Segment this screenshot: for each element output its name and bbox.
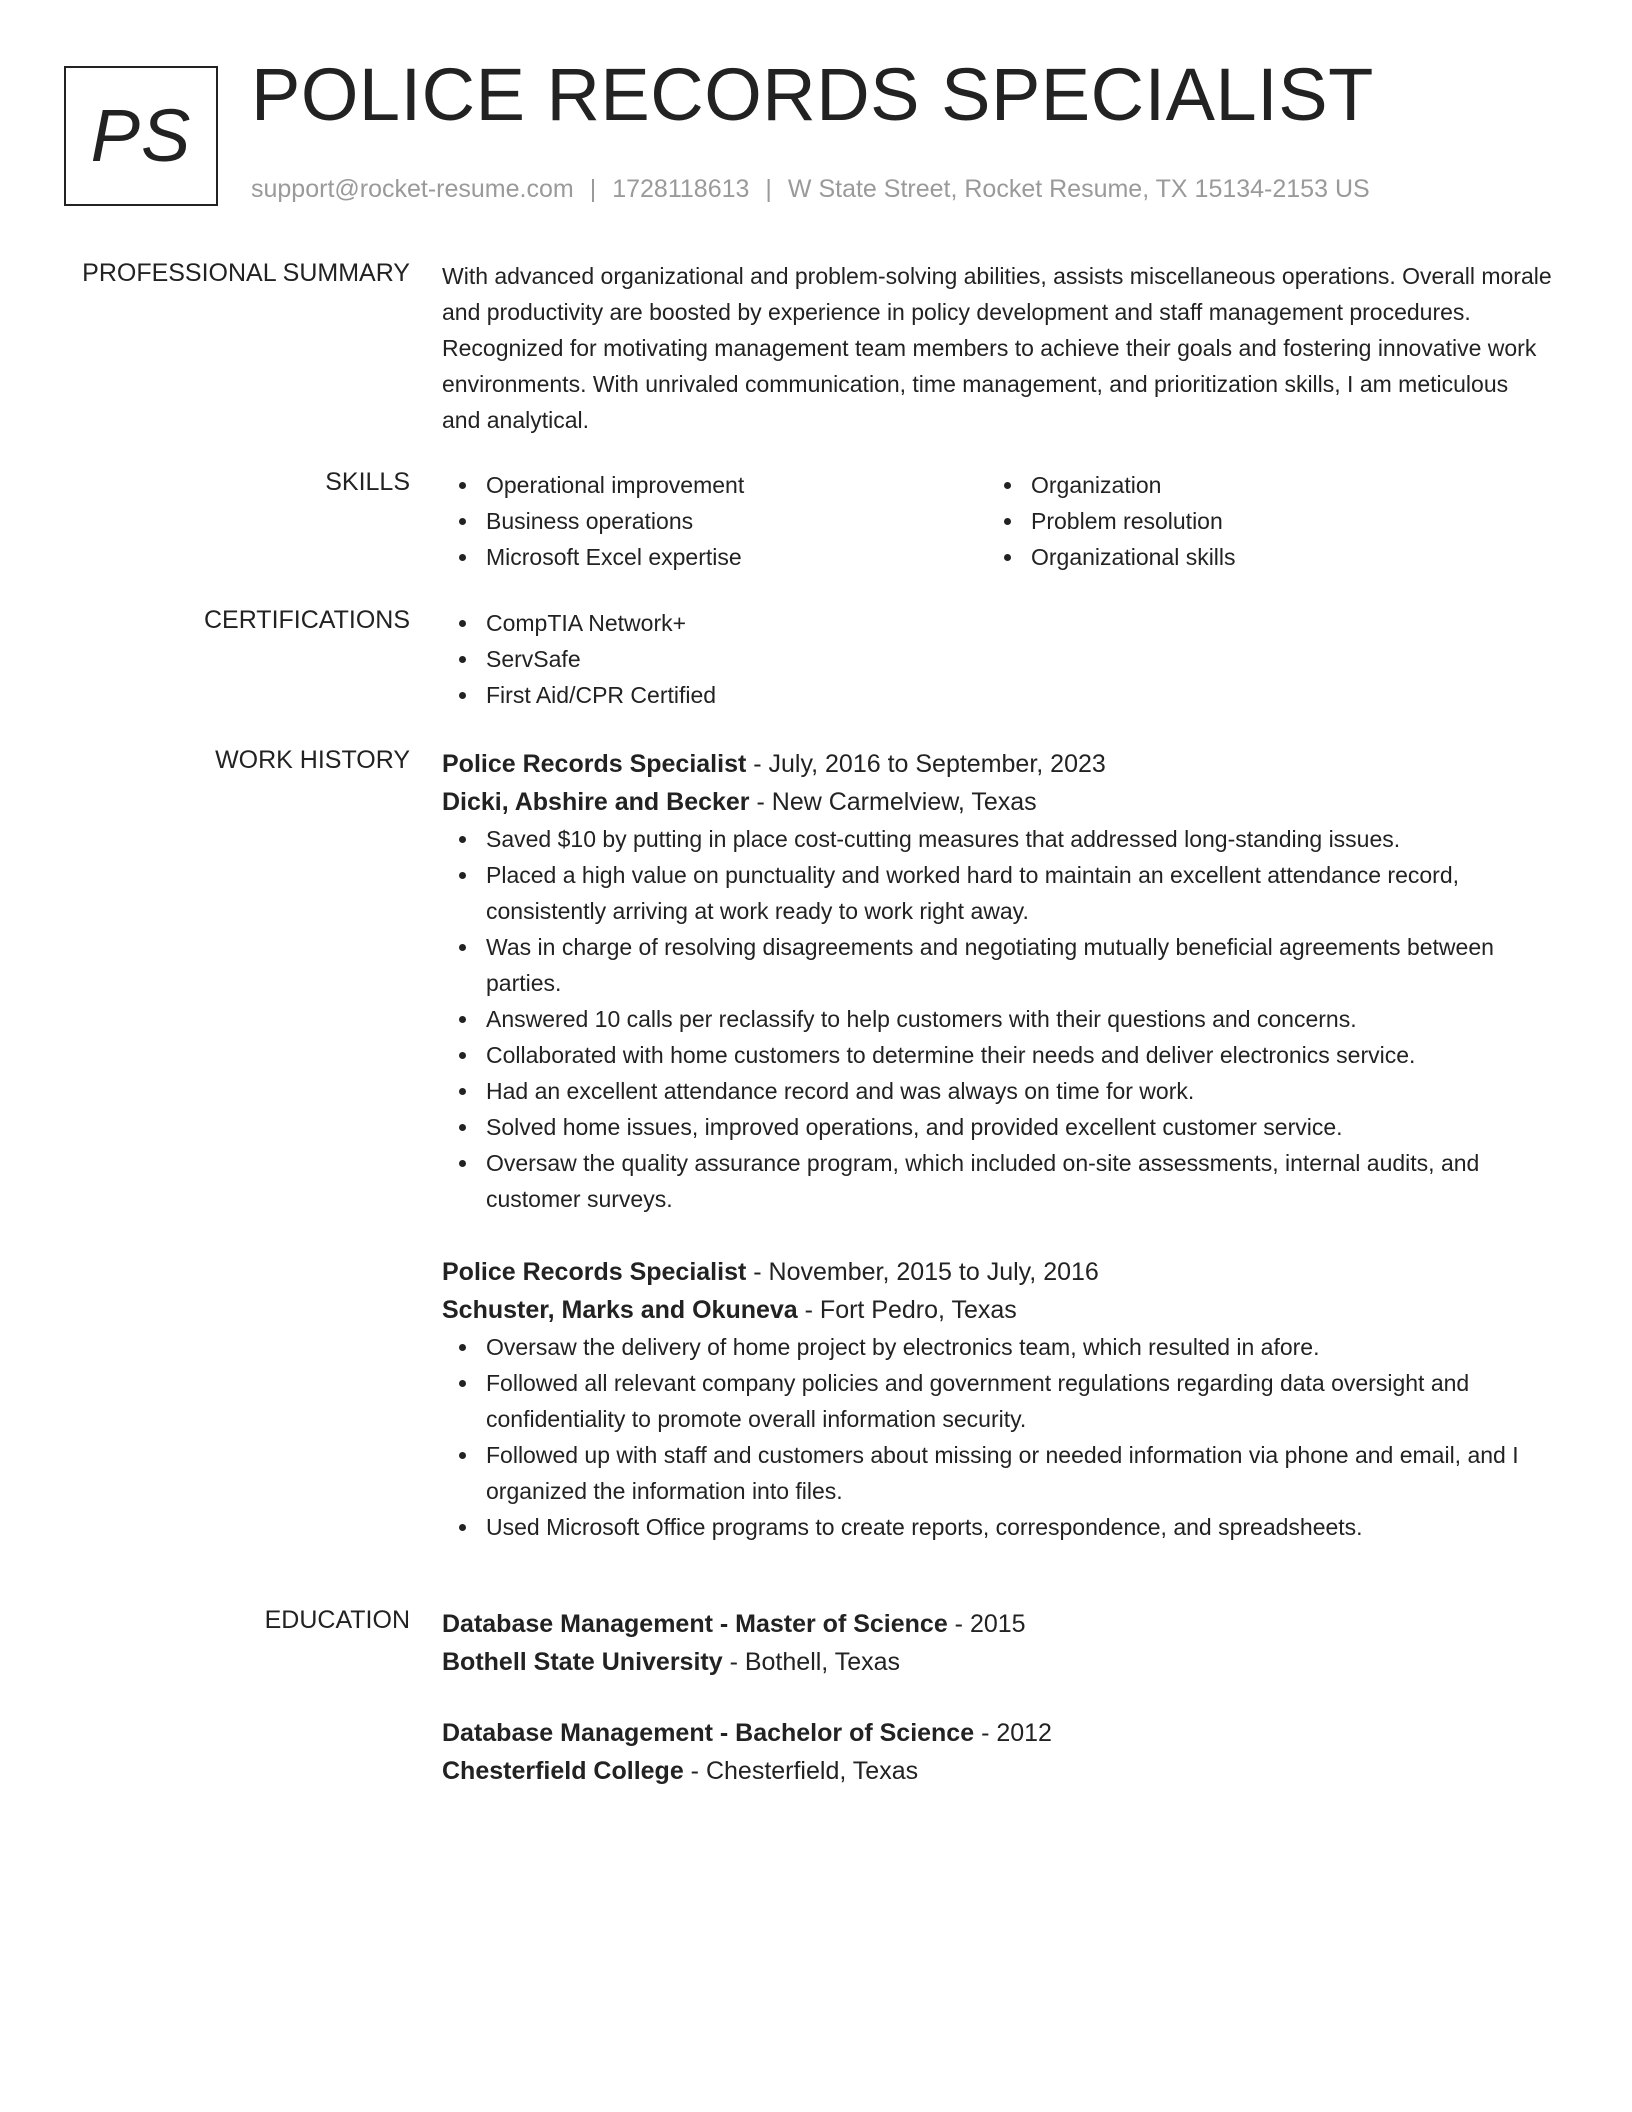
section-label-work-history: WORK HISTORY — [215, 746, 410, 774]
education-entry — [442, 1605, 1552, 1681]
education-school-line — [442, 1752, 1552, 1790]
education-body — [442, 1605, 1552, 1790]
job-duty-item: Saved $10 by putting in place cost-cutting measures that addressed long-standing issues. — [442, 821, 1552, 857]
contact-phone: 1728118613 — [612, 175, 750, 203]
education-degree: Database Management - Bachelor of Science — [442, 1719, 975, 1747]
job-company-line — [442, 1291, 1552, 1329]
skill-item: Organization — [987, 467, 1532, 503]
education-degree-line — [442, 1605, 1552, 1643]
job-location: - Fort Pedro, Texas — [797, 1296, 1017, 1324]
monogram-box — [64, 66, 218, 206]
job-company-line — [442, 783, 1552, 821]
education-degree-line — [442, 1714, 1552, 1752]
job-duties-list — [442, 1329, 1552, 1545]
job-duty-item: Solved home issues, improved operations, and provided excellent customer service. — [442, 1109, 1552, 1145]
job-duties-list — [442, 821, 1552, 1217]
skill-item: Organizational skills — [987, 539, 1532, 575]
job-company: Dicki, Abshire and Becker — [442, 788, 750, 816]
job-duty-item: Placed a high value on punctuality and worked hard to maintain an excellent attendance record, consistently arriving at work ready to work right away. — [442, 857, 1552, 929]
job-duty-item: Had an excellent attendance record and was always on time for work. — [442, 1073, 1552, 1109]
certification-item: CompTIA Network+ — [442, 605, 1552, 641]
certification-item: ServSafe — [442, 641, 1552, 677]
education-degree: Database Management - Master of Science — [442, 1610, 948, 1638]
certifications-body — [442, 605, 1552, 713]
job-dates: - November, 2015 to July, 2016 — [746, 1258, 1099, 1286]
job-title-line — [442, 745, 1552, 783]
job-duty-item: Oversaw the quality assurance program, which included on-site assessments, internal audits, and customer surveys. — [442, 1145, 1552, 1217]
education-school: Bothell State University — [442, 1648, 723, 1676]
job-duty-item: Answered 10 calls per reclassify to help customers with their questions and concerns. — [442, 1001, 1552, 1037]
job-title-line — [442, 1253, 1552, 1291]
job-location: - New Carmelview, Texas — [749, 788, 1037, 816]
section-label-education: EDUCATION — [264, 1606, 410, 1634]
job-duty-item: Used Microsoft Office programs to create reports, correspondence, and spreadsheets. — [442, 1509, 1552, 1545]
skills-list-right — [987, 467, 1532, 575]
job-company: Schuster, Marks and Okuneva — [442, 1296, 798, 1324]
education-location: - Chesterfield, Texas — [683, 1757, 919, 1785]
skills-grid — [442, 467, 1552, 575]
skill-item: Problem resolution — [987, 503, 1532, 539]
resume-title: POLICE RECORDS SPECIALIST — [251, 53, 1374, 136]
contact-separator: | — [765, 175, 772, 203]
job-dates: - July, 2016 to September, 2023 — [746, 750, 1106, 778]
education-entry — [442, 1714, 1552, 1790]
summary-text: With advanced organizational and problem-solving abilities, assists miscellaneous operations. Overall morale and productivity are boosted by experience in policy development and staff management procedures. Recognized for motivating management team members to achieve their goals and fostering innovative work environments. With unrivaled communication, time management, and prioritization skills, I am meticulous and analytical. — [442, 263, 1552, 433]
summary-body — [442, 258, 1552, 438]
job-duty-item: Oversaw the delivery of home project by electronics team, which resulted in afore. — [442, 1329, 1552, 1365]
job-title: Police Records Specialist — [442, 750, 747, 778]
education-school-line — [442, 1643, 1552, 1681]
skill-item: Business operations — [442, 503, 987, 539]
skill-item: Microsoft Excel expertise — [442, 539, 987, 575]
certifications-list — [442, 605, 1552, 713]
job-duty-item: Followed up with staff and customers about missing or needed information via phone and email, and I organized the information into files. — [442, 1437, 1552, 1509]
contact-line — [251, 174, 1370, 204]
contact-separator: | — [589, 175, 597, 203]
job-duty-item: Was in charge of resolving disagreements and negotiating mutually beneficial agreements between parties. — [442, 929, 1552, 1001]
skill-item: Operational improvement — [442, 467, 987, 503]
section-label-summary: PROFESSIONAL SUMMARY — [82, 259, 410, 287]
section-label-certifications: CERTIFICATIONS — [203, 606, 410, 634]
certification-item: First Aid/CPR Certified — [442, 677, 1552, 713]
monogram-initials: PS — [90, 94, 192, 177]
job-entry — [442, 745, 1552, 1217]
education-location: - Bothell, Texas — [722, 1648, 901, 1676]
job-duty-item: Followed all relevant company policies and government regulations regarding data oversight and confidentiality to promote overall information security. — [442, 1365, 1552, 1437]
job-duty-item: Collaborated with home customers to determine their needs and deliver electronics service. — [442, 1037, 1552, 1073]
education-year: - 2012 — [974, 1719, 1052, 1747]
job-title: Police Records Specialist — [442, 1258, 747, 1286]
job-entry — [442, 1253, 1552, 1545]
work-history-body — [442, 745, 1552, 1545]
section-label-skills: SKILLS — [325, 468, 410, 496]
contact-email: support@rocket-resume.com — [251, 175, 574, 203]
contact-address: W State Street, Rocket Resume, TX 15134-2153 US — [787, 175, 1370, 203]
skills-list-left — [442, 467, 987, 575]
education-school: Chesterfield College — [442, 1757, 684, 1785]
education-year: - 2015 — [947, 1610, 1026, 1638]
